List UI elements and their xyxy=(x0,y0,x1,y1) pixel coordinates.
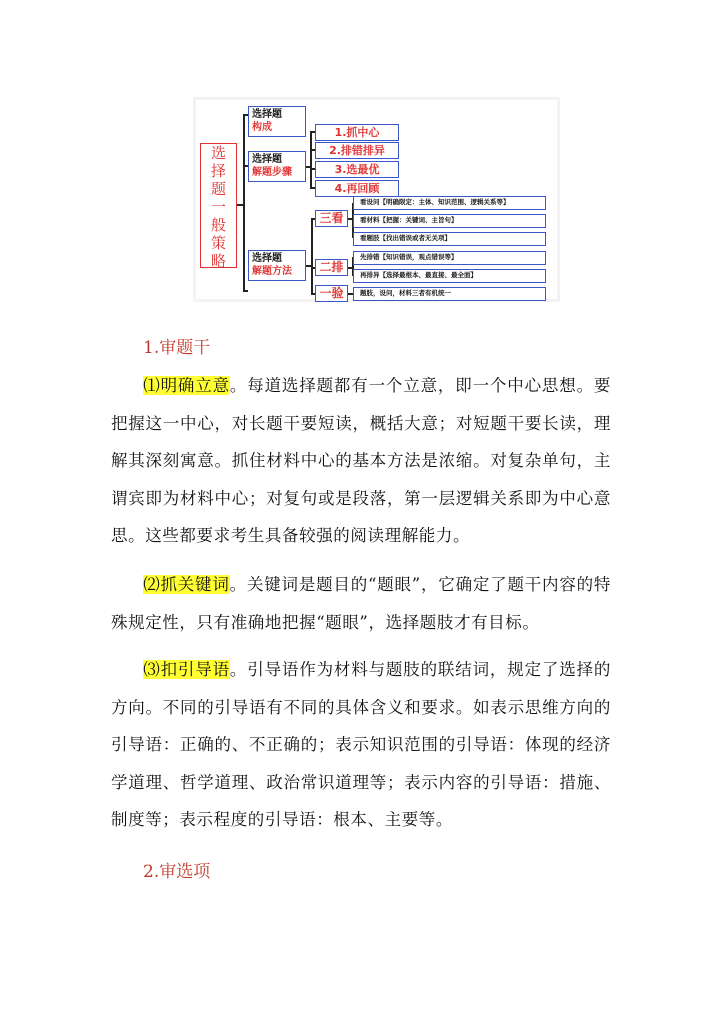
detail-box: 先排错【知识错误，观点错误等】 xyxy=(353,251,546,265)
method-box: 三看 xyxy=(315,210,348,227)
connector xyxy=(243,114,245,290)
paragraph-3: ⑶扣引导语。引导语作为材料与题肢的联结词，规定了选择的方向。不同的引导语有不同的具体含义和要求。如表示思维方向的引导语：正确的、不正确的；表示知识范围的引导语：体现的经济学道理、哲学道理、政治常识道理等；表示内容的引导语：措施、制度等；表示程度的引导语：根本、主要等。 xyxy=(111,660,612,829)
detail-box: 看题肢【找出错误或者无关项】 xyxy=(353,232,546,246)
detail-box: 看材料【把握：关键词、主旨句】 xyxy=(353,214,546,228)
paragraph-2: ⑵抓关键词。关键词是题目的“题眼”，它确定了题干内容的特殊规定性，只有准确地把握“题眼”，选择题肢才有目标。 xyxy=(111,575,612,632)
paragraph-1: ⑴明确立意。每道选择题都有一个立意，即一个中心思想。要把握这一中心，对长题干要短读，概括大意；对短题干要长读，理解其深刻寓意。抓住材料中心的基本方法是浓缩。对复杂单句，主谓宾即为材料中心；对复句或是段落，第一层逻辑关系即为中心意思。这些都要求考生具备较强的阅读理解能力。 xyxy=(111,376,612,545)
category-box: 选择题 解题步骤 xyxy=(248,151,306,182)
connector xyxy=(243,290,248,292)
paragraph-lead: ⑶扣引导语 xyxy=(143,660,230,679)
step-box: 1.抓中心 xyxy=(315,124,399,141)
method-box: 一验 xyxy=(315,285,348,302)
section-heading-1: 1.审题干 xyxy=(143,338,211,358)
connector xyxy=(310,131,312,188)
category-box: 选择题 解题方法 xyxy=(248,250,306,281)
detail-box: 再排异【选择最根本、最直接、最全面】 xyxy=(353,269,546,283)
paragraph-lead: ⑴明确立意 xyxy=(143,376,230,395)
strategy-diagram xyxy=(193,97,560,302)
step-box: 2.排错排异 xyxy=(315,142,399,159)
step-box: 3.选最优 xyxy=(315,161,399,178)
diagram-title: 选 择 题 一 般 策 略 xyxy=(200,143,237,268)
category-box: 选择题 构成 xyxy=(248,106,306,137)
detail-box: 题肢，设问，材料三者有机统一 xyxy=(353,287,546,301)
connector xyxy=(311,218,313,294)
section-heading-2: 2.审选项 xyxy=(143,862,211,882)
detail-box: 看设问【明确限定：主体、知识范围、逻辑关系等】 xyxy=(353,196,546,210)
paragraph-lead: ⑵抓关键词 xyxy=(143,575,230,594)
step-box: 4.再回顾 xyxy=(315,180,399,197)
method-box: 二排 xyxy=(315,259,348,276)
